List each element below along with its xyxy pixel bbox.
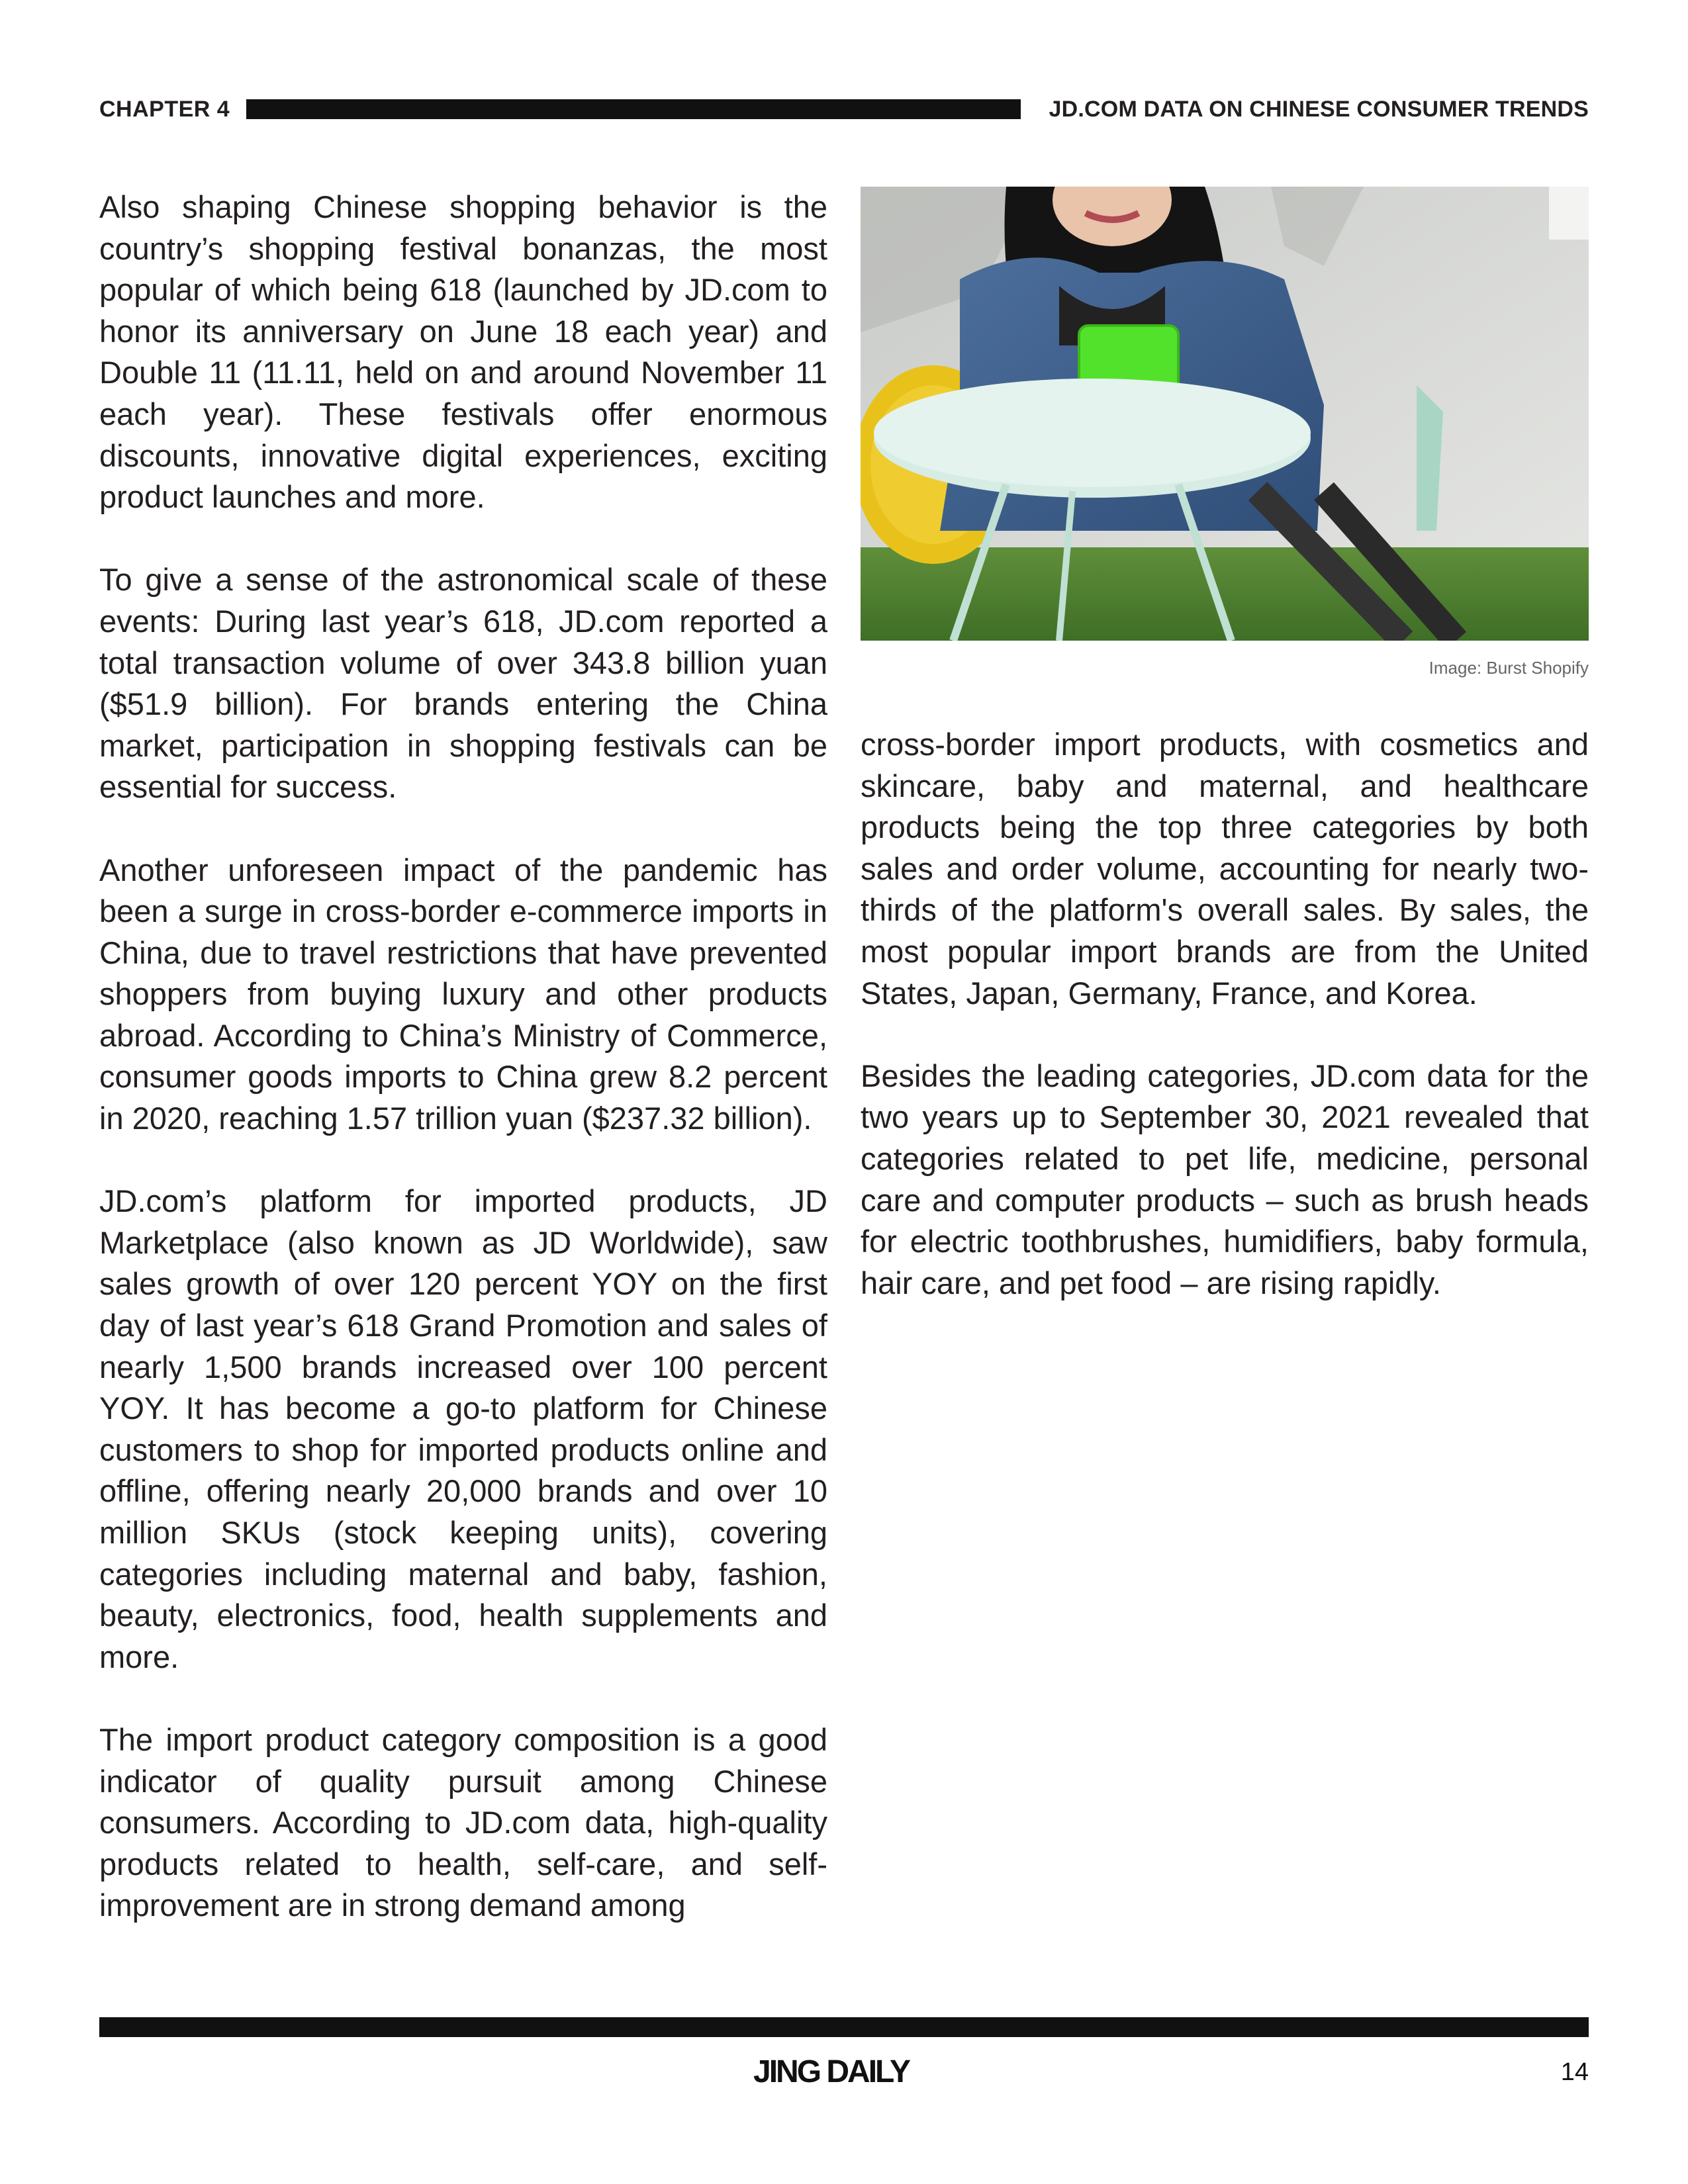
footer-rule	[99, 2017, 1589, 2037]
paragraph: Another unforeseen impact of the pandemic has been a surge in cross-border e-commerce imports in China, due to travel restrictions that have prevented shoppers from buying luxury and other products abroad. According to China’s Ministry of Commerce, consumer goods imports to China grew 8.2 percent in 2020, reaching 1.57 trillion yuan ($237.32 billion).	[99, 852, 827, 1136]
photo-woman-with-tablet	[861, 187, 1589, 641]
page-header	[99, 97, 1589, 122]
chapter-label: CHAPTER 4	[99, 97, 230, 122]
paragraph: JD.com’s platform for imported products, JD Marketplace (also known as JD Worldwide), saw sales growth of over 120 percent YOY on the first day of last year’s 618 Grand Promotion and sales of nearly 1,500 brands increased over 100 percent YOY. It has become a go-to platform for Chinese customers to shop for imported products online and offline, offering nearly 20,000 brands and over 10 million SKUs (stock keeping units), covering categories including maternal and baby, fashion, beauty, electronics, food, health supplements and more.	[99, 1183, 827, 1674]
jing-daily-logo: JING DAILY	[753, 2054, 909, 2089]
paragraph: Besides the leading categories, JD.com data for the two years up to September 30, 2021 revealed that categories related to pet life, medicine, personal care and computer products – such as brush heads for electric toothbrushes, humidifiers, baby formula, hair care, and pet food – are rising rapidly.	[861, 1058, 1589, 1300]
paragraph: To give a sense of the astronomical scale of these events: During last year’s 618, JD.com reported a total transaction volume of over 343.8 billion yuan ($51.9 billion). For brands entering the China market, participation in shopping festivals can be essential for success.	[99, 562, 827, 805]
paragraph: Also shaping Chinese shopping behavior is the country’s shopping festival bonanzas, the most popular of which being 618 (launched by JD.com to honor its anniversary on June 18 each year) and Double 11 (11.11, held on and around November 11 each year). These festivals offer enormous discounts, innovative digital experiences, exciting product launches and more.	[99, 189, 827, 515]
image-credit: Image: Burst Shopify	[1429, 658, 1589, 678]
header-rule	[246, 99, 1021, 119]
section-title: JD.COM DATA ON CHINESE CONSUMER TRENDS	[1049, 97, 1589, 122]
left-column	[99, 187, 827, 1968]
paragraph: The import product category composition is a good indicator of quality pursuit among Chinese consumers. According to JD.com data, high-quality products related to health, self-care, and self-improvement are in strong demand among	[99, 1721, 827, 1923]
page-number: 14	[1560, 2058, 1589, 2086]
right-column	[861, 724, 1589, 1345]
article-photo	[861, 187, 1589, 641]
paragraph: cross-border import products, with cosmetics and skincare, baby and maternal, and healthcare products being the top three categories by both sales and order volume, accounting for nearly two-thirds of the platform's overall sales. By sales, the most popular import brands are from the United States, Japan, Germany, France, and Korea.	[861, 727, 1589, 1011]
